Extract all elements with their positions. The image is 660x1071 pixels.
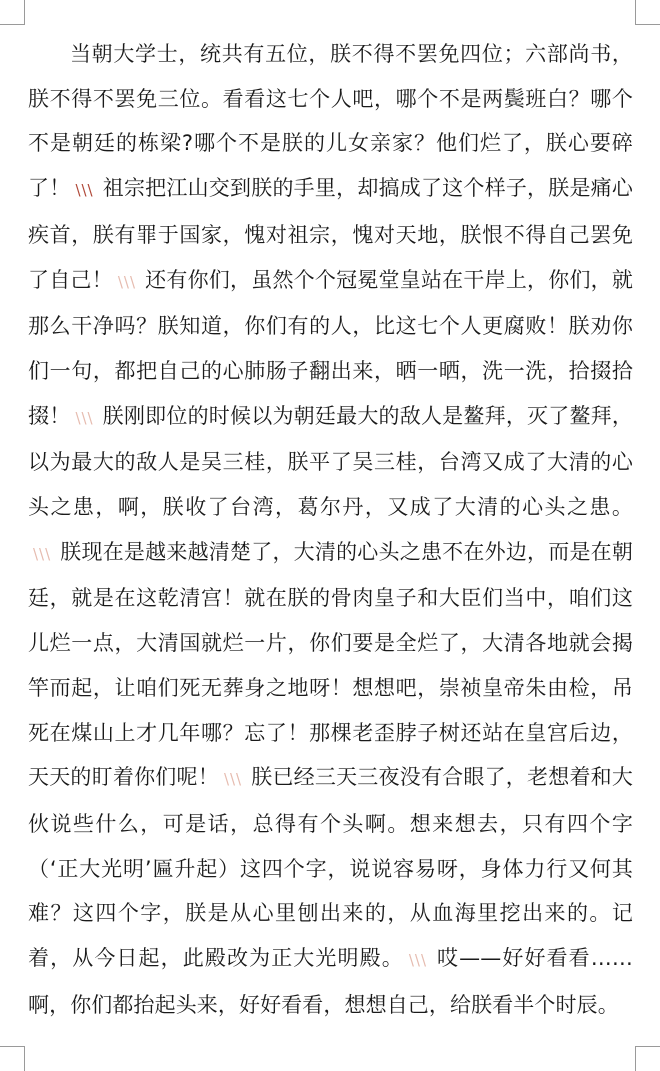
crop-mark-bottom-left xyxy=(0,1046,25,1071)
document-paragraph xyxy=(28,32,633,1027)
crop-mark-top-right xyxy=(635,0,660,25)
section-separator: \\\ xyxy=(223,770,243,789)
speech-segment-7: 哎——好好看看……啊，你们都抬起头来，好好看看，想想自己，给朕看半个时辰。 xyxy=(28,946,633,1017)
speech-segment-6: 朕已经三天三夜没有合眼了，老想着和大伙说些什么，可是话，总得有个头啊。想来想去，只有四个字（‘正大光明’匾升起）这四个字，说说容易呀，身体力行又何其难？这四个字，朕是从心里刨出来的，从血海里挖出来的。记着，从今日起，此殿改为正大光明殿。 xyxy=(28,765,633,971)
section-separator: \\\ xyxy=(75,408,94,427)
section-separator: \\\ xyxy=(117,272,137,291)
speech-segment-3: 还有你们，虽然个个冠冕堂皇站在干岸上，你们，就那么干净吗？朕知道，你们有的人，比这七个人更腐败！朕劝你们一句，都把自己的心肺肠子翻出来，晒一晒，洗一洗，拾掇拾掇！ xyxy=(28,267,633,428)
speech-segment-5: 朕现在是越来越清楚了，大清的心头之患不在外边，而是在朝廷，就是在这乾清宫！就在朕的骨肉皇子和大臣们当中，咱们这儿烂一点，大清国就烂一片，你们要是全烂了，大清各地就会揭竿而起，让咱们死无葬身之地呀！想想吧，崇祯皇帝朱由检，吊死在煤山上才几年哪？忘了！那棵老歪脖子树还站在皇宫后边，天天的盯着你们呢！ xyxy=(28,539,633,790)
crop-mark-top-left xyxy=(0,0,25,25)
section-separator: \\\ xyxy=(408,951,428,970)
speech-segment-1: 当朝大学士，统共有五位，朕不得不罢免四位；六部尚书，朕不得不罢免三位。看看这七个人吧，哪个不是两鬓班白？哪个不是朝廷的栋梁?哪个不是朕的儿女亲家？他们烂了，朕心要碎了！ xyxy=(28,42,633,201)
speech-segment-2: 祖宗把江山交到朕的手里，却搞成了这个样子，朕是痛心疾首，朕有罪于国家，愧对祖宗，愧对天地，朕恨不得自己罢免了自己！ xyxy=(28,176,634,292)
crop-mark-bottom-right xyxy=(635,1046,660,1071)
speech-segment-4: 朕刚即位的时候以为朝廷最大的敌人是鳌拜，灭了鳌拜，以为最大的敌人是吴三桂，朕平了吴三桂，台湾又成了大清的心头之患，啊，朕收了台湾，葛尔丹，又成了大清的心头之患。 xyxy=(28,403,634,520)
section-separator: \\\ xyxy=(33,544,52,563)
section-separator: \\\ xyxy=(75,181,94,200)
